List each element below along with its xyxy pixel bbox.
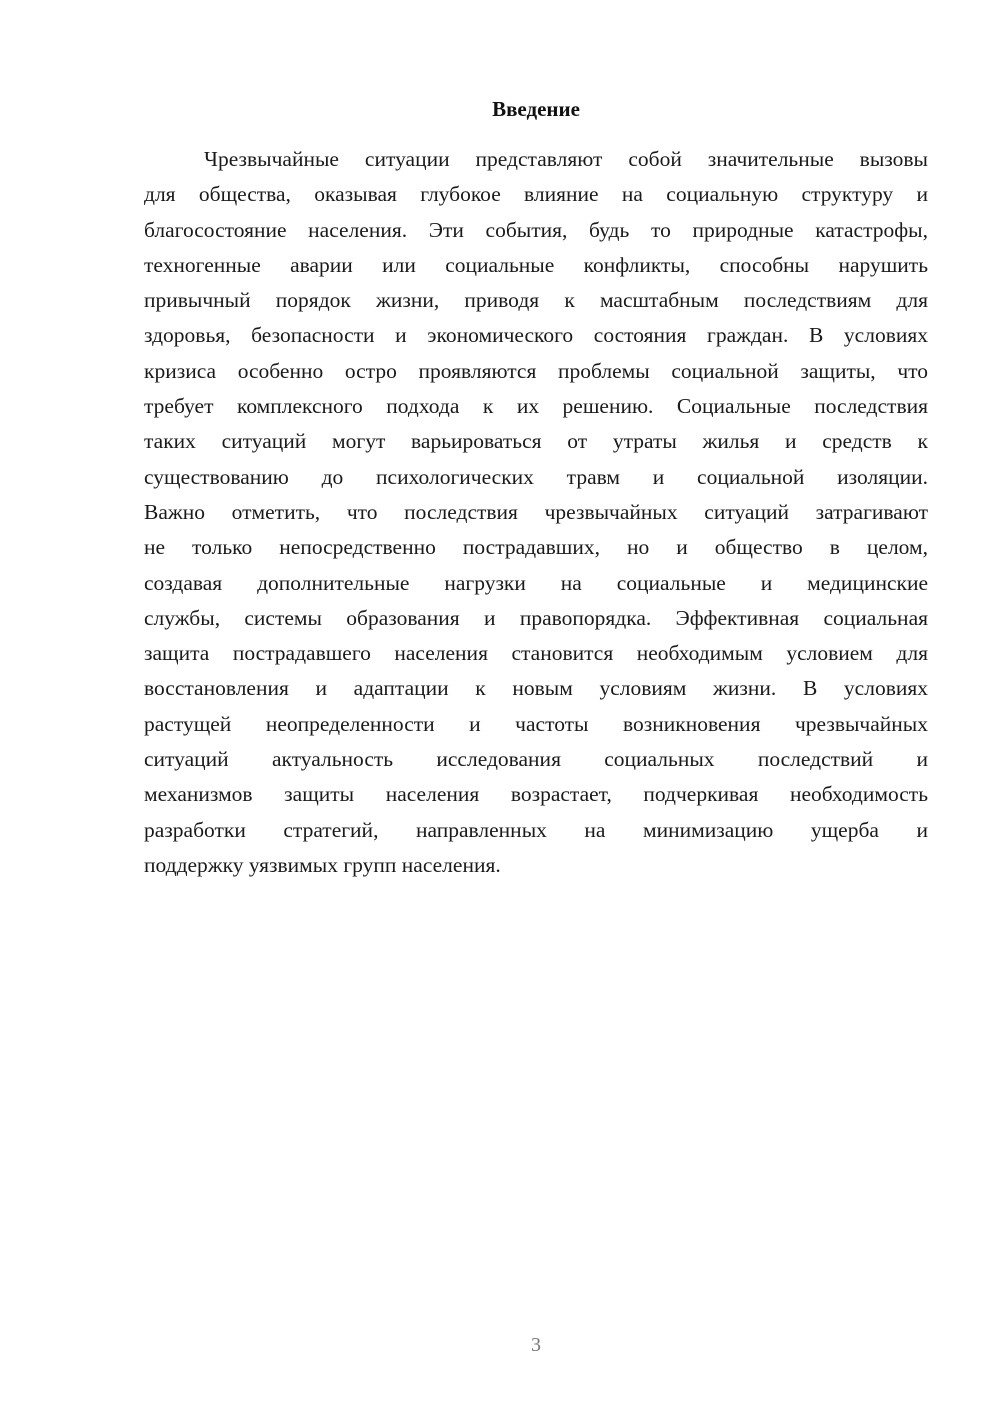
text-line: механизмов защиты населения возрастает, подчеркивая необходимость	[144, 782, 928, 807]
text-line: растущей неопределенности и частоты возникновения чрезвычайных	[144, 711, 928, 736]
text-line: службы, системы образования и правопорядка. Эффективная социальная	[144, 605, 928, 630]
text-line: поддержку уязвимых групп населения.	[144, 852, 501, 877]
text-line: ситуаций актуальность исследования социальных последствий и	[144, 747, 928, 772]
text-line: привычный порядок жизни, приводя к масштабным последствиям для	[144, 288, 928, 313]
text-line: здоровья, безопасности и экономического состояния граждан. В условиях	[144, 323, 928, 348]
text-line: восстановления и адаптации к новым условиям жизни. В условиях	[144, 676, 928, 701]
text-line: техногенные аварии или социальные конфликты, способны нарушить	[144, 252, 928, 277]
section-title: Введение	[492, 97, 580, 121]
text-line: Важно отметить, что последствия чрезвычайных ситуаций затрагивают	[144, 499, 928, 524]
text-line: существованию до психологических травм и социальной изоляции.	[144, 464, 928, 489]
text-line: благосостояние населения. Эти события, будь то природные катастрофы,	[144, 217, 928, 242]
text-line: не только непосредственно пострадавших, но и общество в целом,	[144, 535, 928, 560]
text-line: Чрезвычайные ситуации представляют собой значительные вызовы	[204, 147, 928, 171]
text-line: создавая дополнительные нагрузки на социальные и медицинские	[144, 570, 928, 595]
page-number: 3	[531, 1334, 541, 1356]
text-line: кризиса особенно остро проявляются проблемы социальной защиты, что	[144, 358, 928, 383]
text-line: таких ситуаций могут варьироваться от утраты жилья и средств к	[144, 429, 928, 454]
body-paragraph	[144, 142, 928, 883]
text-line: требует комплексного подхода к их решению. Социальные последствия	[144, 394, 928, 419]
text-line: разработки стратегий, направленных на минимизацию ущерба и	[144, 817, 928, 842]
text-line: для общества, оказывая глубокое влияние на социальную структуру и	[144, 182, 928, 207]
text-line: защита пострадавшего населения становится необходимым условием для	[144, 641, 928, 666]
